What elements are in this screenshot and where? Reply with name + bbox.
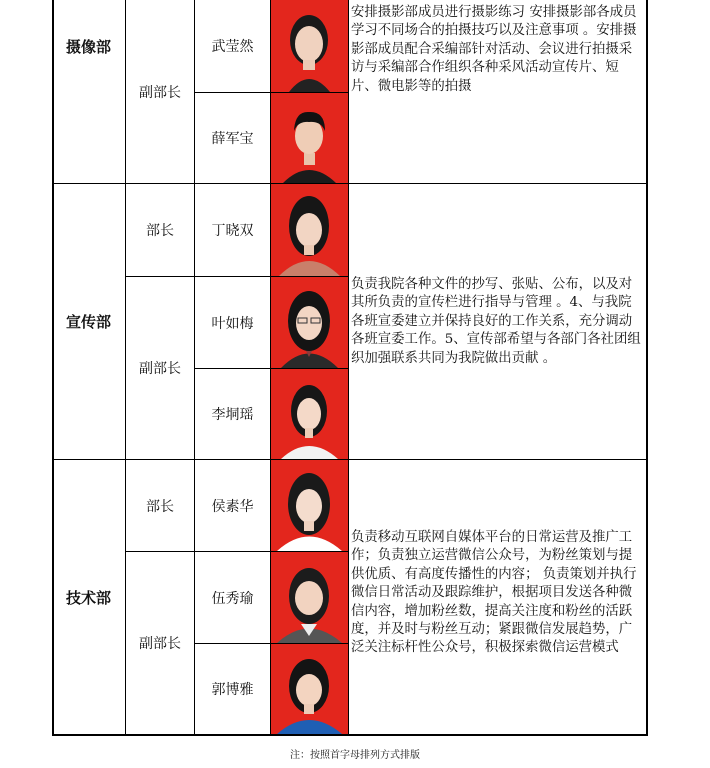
department-description: 负责我院各种文件的抄写、张贴、公布，以及对其所负责的宣传栏进行指导与管理 。4、与我院各班宣委建立并保持良好的工作关系，充分调动各班宣委工作。5、宣传部希望与各部门各社团组织加强联系共同为我院做出贡献 。 (351, 277, 641, 366)
member-name: 丁晓双 (211, 223, 254, 239)
table-border-bottom (52, 734, 648, 736)
member-name: 武莹然 (211, 39, 254, 55)
portrait-photo (271, 460, 348, 551)
role-title: 部长 (146, 498, 174, 515)
portrait-photo (271, 0, 348, 92)
role-title: 副部长 (139, 84, 181, 101)
portrait-photo (271, 369, 348, 459)
footnote: 注：按照首字母排列方式排版 (290, 750, 420, 761)
member-name: 叶如梅 (211, 315, 254, 332)
role-title: 部长 (146, 223, 174, 239)
member-name: 侯素华 (211, 498, 254, 515)
department-description: 安排摄影部成员进行摄影练习 安排摄影部各成员学习不同场合的拍摄技巧以及注意事项 。安排摄影部成员配合采编部针对活动、会议进行拍摄采访与采编部合作组织各种采风活动宣传片、短片、微电影等的拍摄 (351, 5, 637, 94)
member-name: 伍秀瑜 (211, 590, 254, 607)
member-name: 郭博雅 (211, 682, 254, 698)
portrait-photo (271, 644, 348, 734)
role-title: 副部长 (139, 361, 181, 377)
department-description: 负责移动互联网自媒体平台的日常运营及推广工作；负责独立运营微信公众号，为粉丝策划与提供优质、有高度传播性的内容； 负责策划并执行微信日常活动及跟踪维护，根据项目发送各种微信内容，增加粉丝数，提高关注度和粉丝的活跃度，并及时与粉丝互动；紧跟微信发展趋势，广泛关注标杆性公众号，积极探索微信运营模式 (351, 530, 637, 656)
table-border-right (646, 0, 648, 736)
role-title: 副部长 (139, 636, 181, 652)
department-name: 摄像部 (65, 37, 111, 56)
department-name: 宣传部 (65, 313, 111, 331)
portrait-photo (271, 277, 348, 368)
staff-table (52, 0, 648, 736)
portrait-photo (271, 184, 348, 276)
portrait-photo (271, 93, 348, 183)
department-name: 技术部 (65, 589, 111, 607)
member-name: 李垌瑶 (211, 407, 254, 423)
member-name: 薛军宝 (211, 131, 254, 147)
portrait-photo (271, 552, 348, 643)
